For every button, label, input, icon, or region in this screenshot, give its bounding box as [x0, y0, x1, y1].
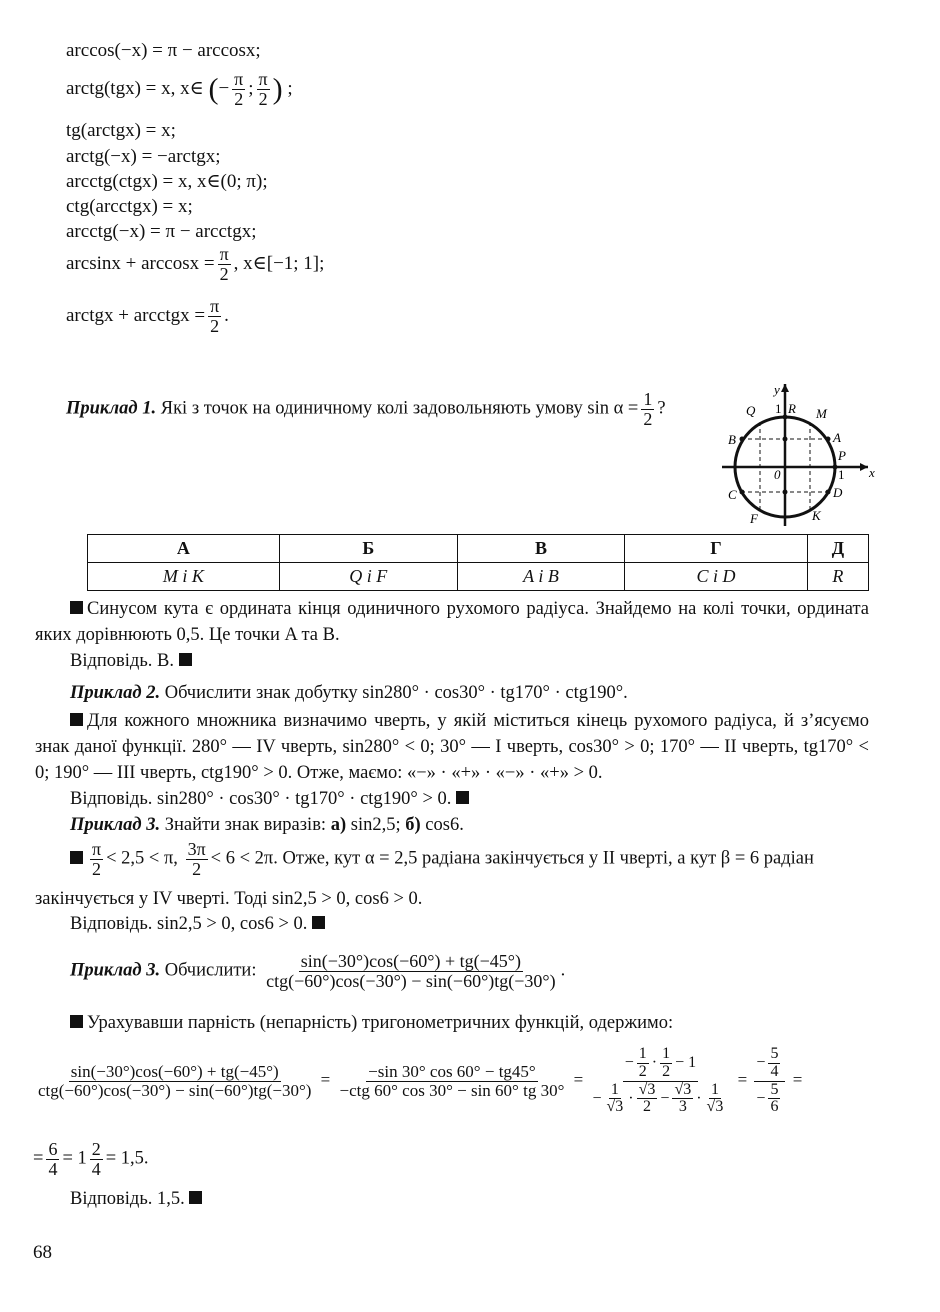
- label-B: B: [728, 432, 736, 447]
- label-R: R: [788, 401, 796, 416]
- svg-text:0: 0: [774, 467, 781, 482]
- solution-start-mark: [70, 713, 83, 726]
- option-header: Г: [625, 535, 808, 563]
- example1-solution: Синусом кута є ордината кінця одиничного рухомого радіуса. Знайдемо на колі точки, ордината яких дорівнюють 0,5. Це точки A та B. Відповідь. В.: [35, 599, 869, 671]
- label-x: x: [869, 465, 875, 480]
- formula-arctg-tg: arctg(tgx) = x, x∈ (− $\frac{\pi}{2}$ ; $\frac{\pi}{2}$ ) ;: [66, 69, 293, 109]
- solution-end-mark: [456, 791, 469, 804]
- svg-text:1: 1: [775, 401, 782, 416]
- option-value: R: [807, 563, 868, 591]
- example3-solution-line1: $\frac{\pi}{2}$ < 2,5 < π, $\frac{3\pi}{2}$ < 6 < 2π. Отже, кут α = 2,5 радіана закінчується у II чверті, а кут β = 6 радіан: [70, 840, 814, 879]
- label-F: F: [750, 511, 758, 526]
- label-A: A: [833, 430, 841, 445]
- example3-block: Приклад 3. Знайти знак виразів: а) sin2,5; б) cos6.: [70, 815, 464, 835]
- formula-arcctg-ctg: arcctg(ctgx) = x, x∈(0; π);: [66, 171, 268, 192]
- option-header: Б: [279, 535, 457, 563]
- example3-solution-line2: закінчується у IV чверті. Тоді sin2,5 > 0, cos6 > 0.: [35, 889, 423, 909]
- label-P: P: [838, 448, 846, 463]
- label-M: M: [816, 406, 827, 421]
- example3-answer: Відповідь. sin2,5 > 0, cos6 > 0.: [70, 913, 329, 935]
- page-number: 68: [33, 1242, 52, 1263]
- unit-circle-diagram: [718, 380, 878, 530]
- label-D: D: [833, 485, 843, 500]
- example4-equation-chain: $\frac{\sin(-30^\circ)\cos(-60^\circ) + tg(-45^\circ)}{\text{ctg(−60°)cos(−30°) − sin(−60°)tg(−30°)}}$ = $\frac{-\sin 30^\circ \cos 60^\circ - tg45^\circ}{\text{−ctg 60° cos 30° − sin 60° tg 30°}}$ = − $\frac{1}{2}$ · $\frac{1}{2}$ − 1 − $\frac{1}{√3}$ · $\frac{√3}{2}$ − $\frac{√3}{3}$ · $\frac{1}{√3}$ = − $\frac{5}{4}$ − $\frac{5}{6}$ =: [38, 1045, 803, 1116]
- formula-arcctg-neg: arcctg(−x) = π − arcctgx;: [66, 221, 257, 242]
- option-value: Q і F: [279, 563, 457, 591]
- example2-block: Приклад 2. Обчислити знак добутку sin280° · cos30° · tg170° · ctg190°. Для кожного множника визначимо чверть, у якій міститься кінець рухомого радіуса, й з’ясуємо знак даної функції. 280° — IV чверть, sin280° < 0; 30° — I чверть, cos30° > 0; 170° — II чверть, tg170° < 0; 190° — III чверть, ctg190° > 0. Отже, маємо: «−» · «+» · «−» · «+» > 0. Відповідь. sin280° · cos30° · tg170° · ctg190° > 0.: [35, 683, 869, 809]
- option-header: В: [457, 535, 624, 563]
- example1-statement: Приклад 1. Які з точок на одиничному колі задовольняють умову sin α = $\frac{1}{2}$ ?: [66, 389, 666, 429]
- label-K: K: [812, 508, 821, 523]
- label-C: C: [728, 487, 737, 502]
- example4-statement: Приклад 3. Обчислити: $\frac{\sin(-30^\circ)\cos(-60^\circ) + tg(-45^\circ)}{\text{ctg(−60°)cos(−30°) − sin(−60°)tg(−30°)}}$ .: [70, 951, 566, 991]
- formula-arcsin-arccos-sum: arcsinx + arccosx = $\frac{\pi}{2}$ , x∈[−1; 1];: [66, 244, 325, 284]
- option-header: А: [88, 535, 280, 563]
- example4-final: = $\frac{6}{4}$ = 1 $\frac{2}{4}$ = 1,5.: [33, 1139, 149, 1179]
- formula-tg-arctg: tg(arctgx) = x;: [66, 120, 176, 141]
- answer-options-table: [87, 534, 869, 591]
- example4-solution-intro: Урахувавши парність (непарність) тригонометричних функцій, одержимо:: [70, 1012, 673, 1034]
- formula-arctg-neg: arctg(−x) = −arctgx;: [66, 146, 221, 167]
- solution-start-mark: [70, 601, 83, 614]
- formula-ctg-arcctg: ctg(arcctgx) = x;: [66, 196, 193, 217]
- solution-end-mark: [179, 653, 192, 666]
- option-value: C і D: [625, 563, 808, 591]
- example4-answer: Відповідь. 1,5.: [70, 1188, 206, 1210]
- formula-arccos-neg: arccos(−x) = π − arccosx;: [66, 40, 261, 61]
- option-value: M і K: [88, 563, 280, 591]
- svg-text:1: 1: [838, 467, 845, 482]
- formula-arctg-arcctg-sum: arctgx + arcctgx = $\frac{\pi}{2}$ .: [66, 296, 229, 336]
- label-Q: Q: [746, 403, 756, 418]
- label-y: y: [774, 382, 780, 397]
- option-value: A і B: [457, 563, 624, 591]
- option-header: Д: [807, 535, 868, 563]
